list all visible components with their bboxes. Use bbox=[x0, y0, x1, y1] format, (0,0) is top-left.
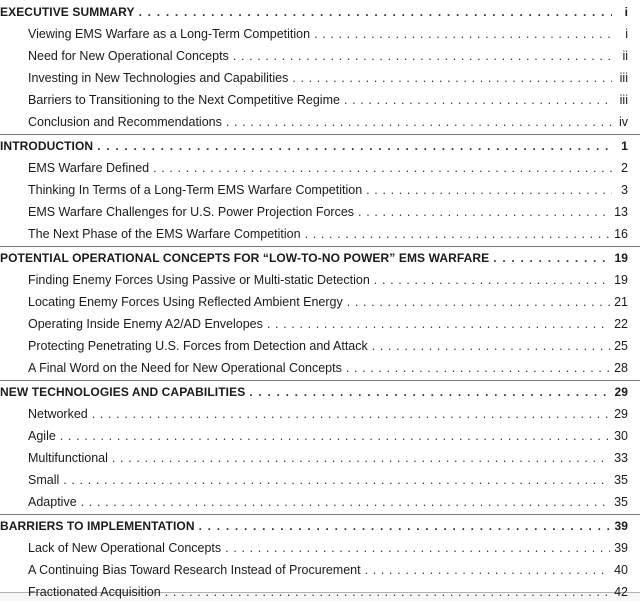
dot-leader bbox=[60, 425, 610, 447]
dot-leader bbox=[305, 223, 611, 245]
toc-entry[interactable] bbox=[0, 447, 628, 469]
toc-page-number: iv bbox=[618, 115, 628, 129]
dot-leader bbox=[199, 515, 611, 537]
toc-entry[interactable] bbox=[0, 269, 628, 291]
toc-page-number: 19 bbox=[614, 251, 628, 265]
toc-page-number: 35 bbox=[614, 495, 628, 509]
toc-page-number: 40 bbox=[614, 563, 628, 577]
toc-entry[interactable] bbox=[0, 45, 628, 67]
toc-page-number: 13 bbox=[614, 205, 628, 219]
toc-title: Finding Enemy Forces Using Passive or Multi-static Detection bbox=[28, 273, 370, 287]
toc-entry[interactable] bbox=[0, 559, 628, 581]
toc-title: A Continuing Bias Toward Research Instead of Procurement bbox=[28, 563, 361, 577]
toc-page-number: 2 bbox=[621, 161, 628, 175]
toc-page-number: 28 bbox=[614, 361, 628, 375]
toc-page-number: ii bbox=[622, 49, 628, 63]
dot-leader bbox=[365, 559, 611, 581]
toc-entry[interactable] bbox=[0, 201, 628, 223]
toc-entry[interactable] bbox=[0, 111, 628, 133]
toc-section-heading[interactable] bbox=[0, 1, 628, 23]
dot-leader bbox=[267, 313, 610, 335]
dot-leader bbox=[81, 491, 610, 513]
toc-entry[interactable] bbox=[0, 313, 628, 335]
toc-page-number: 42 bbox=[614, 585, 628, 599]
dot-leader bbox=[366, 179, 612, 201]
toc-entry[interactable] bbox=[0, 291, 628, 313]
dot-leader bbox=[153, 157, 612, 179]
toc-title: EXECUTIVE SUMMARY bbox=[0, 5, 135, 19]
toc-title: A Final Word on the Need for New Operational Concepts bbox=[28, 361, 342, 375]
toc-entry[interactable] bbox=[0, 469, 628, 491]
toc-section-heading[interactable] bbox=[0, 515, 628, 537]
dot-leader bbox=[314, 23, 612, 45]
toc-entry[interactable] bbox=[0, 23, 628, 45]
dot-leader bbox=[292, 67, 612, 89]
dot-leader bbox=[63, 469, 610, 491]
dot-leader bbox=[112, 447, 610, 469]
toc-title: Agile bbox=[28, 429, 56, 443]
toc-title: Operating Inside Enemy A2/AD Envelopes bbox=[28, 317, 263, 331]
toc-page-number: 25 bbox=[614, 339, 628, 353]
toc-page-number: i bbox=[624, 5, 628, 19]
toc-title: Multifunctional bbox=[28, 451, 108, 465]
toc-page-number: 29 bbox=[614, 407, 628, 421]
toc-page-number: 21 bbox=[614, 295, 628, 309]
toc-section-heading[interactable] bbox=[0, 381, 628, 403]
toc-entry[interactable] bbox=[0, 357, 628, 379]
dot-leader bbox=[347, 291, 610, 313]
toc-entry[interactable] bbox=[0, 335, 628, 357]
toc-title: Conclusion and Recommendations bbox=[28, 115, 222, 129]
toc-entry[interactable] bbox=[0, 491, 628, 513]
toc-title: BARRIERS TO IMPLEMENTATION bbox=[0, 519, 195, 533]
toc-page-number: 39 bbox=[614, 519, 628, 533]
toc-title: Protecting Penetrating U.S. Forces from Detection and Attack bbox=[28, 339, 368, 353]
dot-leader bbox=[233, 45, 612, 67]
toc-entry[interactable] bbox=[0, 67, 628, 89]
toc-title: EMS Warfare Defined bbox=[28, 161, 150, 175]
toc-title: EMS Warfare Challenges for U.S. Power Projection Forces bbox=[28, 205, 355, 219]
toc-title: Need for New Operational Concepts bbox=[28, 49, 229, 63]
toc-entry[interactable] bbox=[0, 537, 628, 559]
toc-title: Adaptive bbox=[28, 495, 77, 509]
toc-title: Fractionated Acquisition bbox=[28, 585, 161, 599]
toc-title: Thinking In Terms of a Long-Term EMS Warfare Competition bbox=[28, 183, 363, 197]
toc-title: NEW TECHNOLOGIES AND CAPABILITIES bbox=[0, 385, 246, 399]
dot-leader bbox=[226, 111, 612, 133]
toc-entry[interactable] bbox=[0, 89, 628, 111]
toc-page-number: 29 bbox=[614, 385, 628, 399]
toc-page-number: 35 bbox=[614, 473, 628, 487]
dot-leader bbox=[92, 403, 610, 425]
dot-leader bbox=[225, 537, 610, 559]
toc-page-number: i bbox=[625, 27, 628, 41]
toc-title: Small bbox=[28, 473, 60, 487]
toc-page-number: 19 bbox=[614, 273, 628, 287]
toc-page-number: 33 bbox=[614, 451, 628, 465]
toc-entry[interactable] bbox=[0, 157, 628, 179]
toc-page-number: 3 bbox=[621, 183, 628, 197]
dot-leader bbox=[493, 247, 610, 269]
dot-leader bbox=[358, 201, 610, 223]
dot-leader bbox=[344, 89, 612, 111]
toc-entry[interactable] bbox=[0, 179, 628, 201]
toc-title: Barriers to Transitioning to the Next Competitive Regime bbox=[28, 93, 340, 107]
dot-leader bbox=[372, 335, 610, 357]
toc-page-number: iii bbox=[619, 71, 628, 85]
toc-title: Locating Enemy Forces Using Reflected Ambient Energy bbox=[28, 295, 343, 309]
toc-title: Investing in New Technologies and Capabilities bbox=[28, 71, 289, 85]
toc-title: The Next Phase of the EMS Warfare Competition bbox=[28, 227, 301, 241]
toc-title: Lack of New Operational Concepts bbox=[28, 541, 222, 555]
toc-page-number: 16 bbox=[614, 227, 628, 241]
toc-section-heading[interactable] bbox=[0, 247, 628, 269]
dot-leader bbox=[346, 357, 610, 379]
toc-title: INTRODUCTION bbox=[0, 139, 94, 153]
toc-entry[interactable] bbox=[0, 425, 628, 447]
toc-page-number: 1 bbox=[621, 139, 628, 153]
toc-title: Viewing EMS Warfare as a Long-Term Competition bbox=[28, 27, 311, 41]
toc-entry[interactable] bbox=[0, 403, 628, 425]
dot-leader bbox=[139, 1, 612, 23]
toc-title: POTENTIAL OPERATIONAL CONCEPTS FOR “LOW-TO-NO POWER” EMS WARFARE bbox=[0, 251, 490, 265]
toc-title: Networked bbox=[28, 407, 88, 421]
dot-leader bbox=[374, 269, 610, 291]
toc-entry[interactable] bbox=[0, 223, 628, 245]
toc-section-heading[interactable] bbox=[0, 135, 628, 157]
toc-page-number: 22 bbox=[614, 317, 628, 331]
toc-page-number: iii bbox=[619, 93, 628, 107]
dot-leader bbox=[249, 381, 610, 403]
dot-leader bbox=[97, 135, 612, 157]
toc-page-number: 39 bbox=[614, 541, 628, 555]
toc-page-number: 30 bbox=[614, 429, 628, 443]
